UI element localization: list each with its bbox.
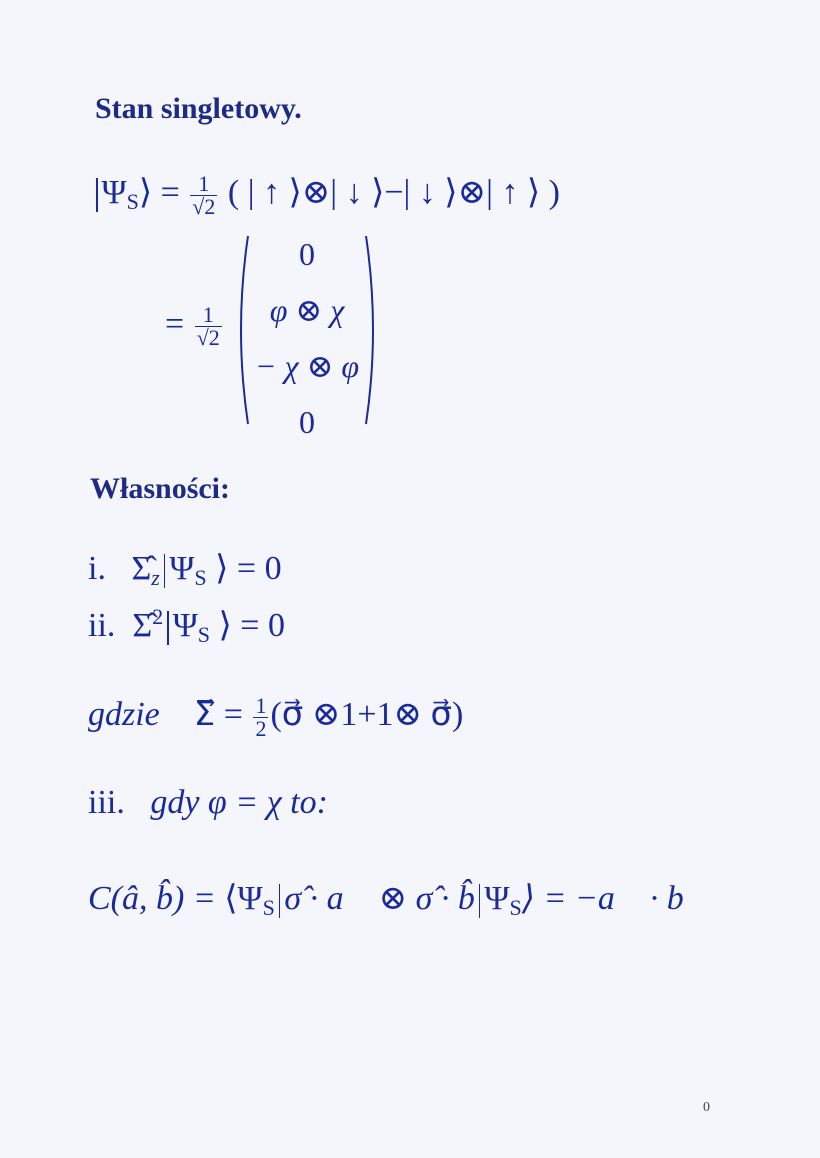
matrix-entry: − χ ⊗ φ (254, 348, 360, 384)
psi-symbol: Ψ (169, 550, 195, 587)
property-ii (88, 604, 285, 648)
correlation-result: ⟩ = −a⃗ · b⃗ (521, 880, 711, 917)
equals-sign: = (160, 174, 180, 211)
psi-subscript: S (262, 895, 275, 920)
property-result: ⟩ = 0 (215, 550, 282, 587)
condition-text: gdy φ = χ to: (150, 784, 328, 821)
sigma-operator: Σ̂ (131, 550, 152, 587)
property-label: i. (88, 550, 106, 587)
fraction-numerator: 1 (195, 304, 222, 327)
properties-title: Własności: (90, 472, 231, 505)
spin-sum: (σ⃗ ⊗1+1⊗ σ⃗) (270, 696, 464, 733)
spin-operator-product: σ̂ · a⃗ ⊗ σ̂ · b̂ (284, 880, 475, 917)
psi-subscript: S (197, 622, 211, 647)
fraction-denominator: 2 (255, 715, 267, 741)
matrix-entry: 0 (299, 236, 315, 272)
correlation-lhs: C(â, b̂) = (88, 880, 216, 917)
fraction-denominator: √2 (196, 325, 220, 350)
property-iii (88, 784, 328, 822)
singlet-state-equation (92, 172, 560, 218)
property-label: iii. (88, 784, 125, 821)
bra-bar (279, 884, 281, 918)
property-label: ii. (88, 607, 116, 644)
fraction (190, 170, 217, 219)
ket-bar (479, 884, 481, 918)
spin-superposition: ( | ↑ ⟩⊗| ↓ ⟩−| ↓ ⟩⊗| ↑ ⟩ ) (227, 174, 560, 211)
equals-sign: = (165, 305, 185, 343)
fraction-numerator: 1 (190, 173, 217, 196)
ket-bar (164, 554, 166, 588)
operator-superscript: 2 (152, 604, 164, 629)
ket-bar (96, 178, 98, 212)
matrix-entry: φ ⊗ χ (269, 292, 345, 328)
fraction (195, 304, 222, 349)
section-title: Stan singletowy. (95, 92, 302, 125)
psi-symbol: Ψ (172, 607, 198, 644)
psi-symbol: Ψ (101, 174, 127, 211)
total-spin-definition (88, 694, 463, 740)
operator-subscript: z (151, 565, 160, 590)
property-result: ⟩ = 0 (218, 607, 285, 644)
correlation-equation (88, 878, 710, 921)
page-number: 0 (703, 1100, 710, 1115)
sigma-operator: Σ̂ (132, 607, 153, 644)
where-word: gdzie (88, 696, 160, 733)
fraction-denominator: √2 (192, 193, 216, 219)
sigma-vector: Σ⃗ = (193, 696, 243, 733)
bra-psi: ⟨Ψ (224, 880, 263, 917)
fraction-numerator: 1 (255, 692, 267, 718)
fraction (253, 692, 268, 741)
psi-subscript: S (194, 565, 207, 590)
column-vector (237, 226, 377, 450)
matrix-entry: 0 (299, 404, 315, 440)
property-i (88, 548, 282, 591)
psi-subscript: S (509, 895, 522, 920)
ket-psi: Ψ (484, 880, 510, 917)
psi-subscript: S (126, 189, 139, 214)
ket-angle: ⟩ (138, 174, 153, 211)
vector-equation (165, 304, 224, 349)
ket-bar (167, 611, 169, 645)
